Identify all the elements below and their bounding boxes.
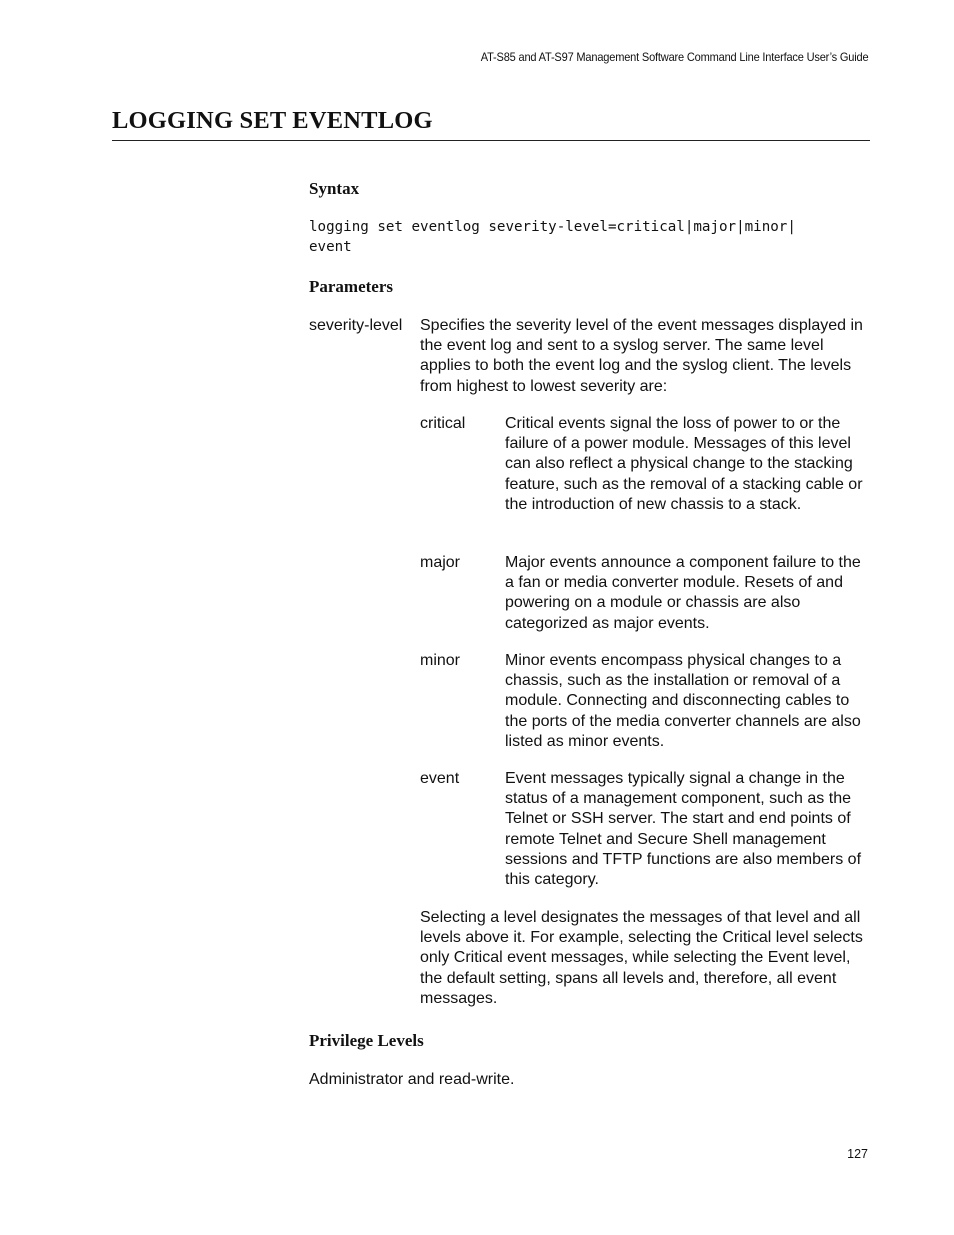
syntax-heading: Syntax bbox=[309, 179, 360, 198]
level-term-minor: minor bbox=[420, 652, 461, 669]
privilege-text: Administrator and read-write. bbox=[309, 1071, 515, 1088]
level-term-event: event bbox=[420, 770, 460, 787]
parameter-name: severity-level bbox=[309, 317, 403, 334]
severity-note: Selecting a level designates the messages of that level and all levels above it. For example, selecting the Critical level selects only Critical event messages, while selecting the Event level, the default setting, spans all levels and, therefore, all event messages. bbox=[420, 909, 863, 1007]
level-description-event: Event messages typically signal a change in the status of a management component, such as the Telnet or SSH server. The start and end points of remote Telnet and Secure Shell management sessions and TFTP functions are also members of this category. bbox=[505, 770, 862, 889]
syntax-code: logging set eventlog severity-level=critical|major|minor| event bbox=[309, 219, 796, 255]
parameters-heading: Parameters bbox=[309, 277, 394, 296]
level-term-major: major bbox=[420, 554, 461, 571]
running-header: AT-S85 and AT-S97 Management Software Command Line Interface User’s Guide bbox=[480, 50, 868, 64]
page-title: LOGGING SET EVENTLOG bbox=[112, 107, 433, 134]
page-number: 127 bbox=[847, 1147, 868, 1161]
privilege-heading: Privilege Levels bbox=[309, 1031, 424, 1050]
parameter-description: Specifies the severity level of the event messages displayed in the event log and sent to a syslog server. The same level applies to both the event log and the syslog client. The levels from highest to lowest severity are: bbox=[420, 317, 863, 395]
title-divider bbox=[112, 140, 870, 141]
level-term-critical: critical bbox=[420, 415, 466, 432]
level-description-major: Major events announce a component failure to the a fan or media converter module. Resets of and powering on a module or chassis are also categorized as major events. bbox=[505, 554, 861, 632]
level-description-critical: Critical events signal the loss of power to or the failure of a power module. Messages of this level can also reflect a physical change to the stacking feature, such as the removal of a stacking cable or the introduction of new chassis to a stack. bbox=[505, 415, 863, 513]
level-description-minor: Minor events encompass physical changes to a chassis, such as the installation or removal of a module. Connecting and disconnecting cables to the ports of the media converter channels are also listed as minor events. bbox=[505, 652, 861, 750]
